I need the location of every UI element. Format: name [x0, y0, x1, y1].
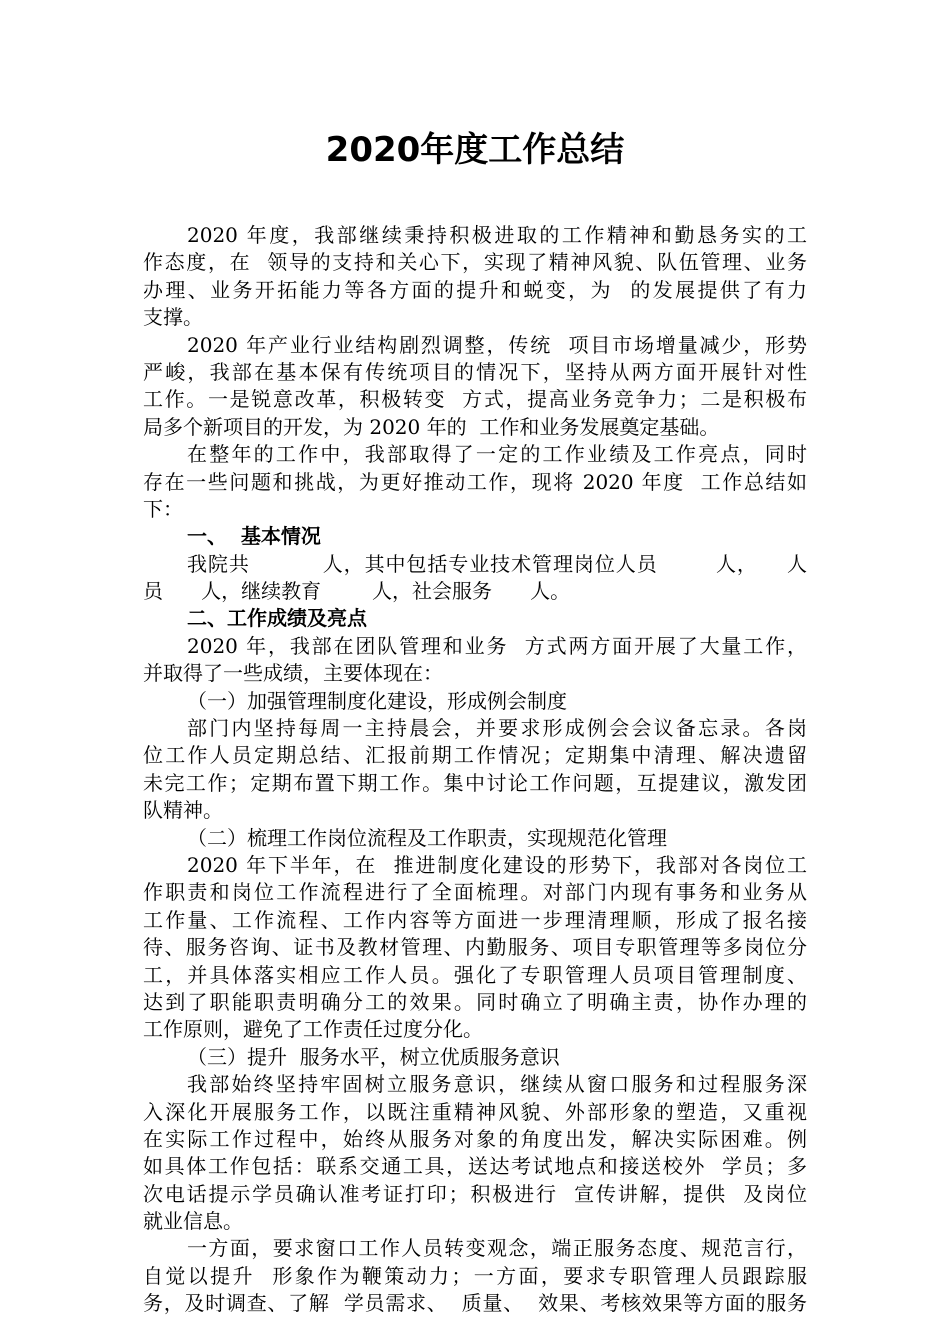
- body-text-line: 部门内坚持每周一主持晨会，并要求形成例会会议备忘录。各岗: [187, 716, 807, 741]
- body-text-line: 在整年的工作中，我部取得了一定的工作业绩及工作亮点，同时: [187, 442, 807, 467]
- body-text-line: 务，及时调查、了解 学员需求、 质量、 效果、考核效果等方面的服务: [143, 1291, 807, 1316]
- document-title: 2020年度工作总结: [325, 130, 625, 170]
- body-text-line: 作态度，在 领导的支持和关心下，实现了精神风貌、队伍管理、业务: [143, 250, 807, 275]
- body-text-line: 我院共 人，其中包括专业技术管理岗位人员 人， 人: [187, 551, 807, 576]
- body-text-line: 一方面，要求窗口工作人员转变观念，端正服务态度、规范言行，: [187, 1236, 807, 1261]
- body-text-line: 作职责和岗位工作流程进行了全面梳理。对部门内现有事务和业务从: [143, 880, 807, 905]
- body-text-line: 达到了职能职责明确分工的效果。同时确立了明确主责，协作办理的: [143, 989, 807, 1014]
- subsection-heading: （二）梳理工作岗位流程及工作职责，实现规范化管理: [187, 825, 667, 850]
- body-text-line: 在实际工作过程中，始终从服务对象的角度出发，解决实际困难。例: [143, 1126, 807, 1151]
- body-text-line: 就业信息。: [143, 1209, 243, 1234]
- section-heading: 二、工作成绩及亮点: [187, 606, 367, 631]
- body-text-line: 严峻，我部在基本保有传统项目的情况下，坚持从两方面开展针对性: [143, 359, 807, 384]
- body-text-line: 2020 年产业行业结构剧烈调整，传统 项目市场增量减少，形势: [187, 332, 807, 357]
- body-text-line: 未完工作；定期布置下期工作。集中讨论工作问题，互提建议，激发团: [143, 770, 807, 795]
- body-text-line: 自觉以提升 形象作为鞭策动力；一方面，要求专职管理人员跟踪服: [143, 1263, 807, 1288]
- body-text-line: 工作原则，避免了工作责任过度分化。: [143, 1017, 483, 1042]
- body-text-line: 2020 年下半年，在 推进制度化建设的形势下，我部对各岗位工: [187, 852, 807, 877]
- subsection-heading: （三）提升 服务水平，树立优质服务意识: [187, 1044, 560, 1069]
- body-text-line: 次电话提示学员确认准考证打印；积极进行 宣传讲解，提供 及岗位: [143, 1181, 807, 1206]
- body-text-line: 支撑。: [143, 305, 203, 330]
- body-text-line: 位工作人员定期总结、汇报前期工作情况；定期集中清理、解决遗留: [143, 743, 807, 768]
- body-text-line: 并取得了一些成绩，主要体现在：: [143, 661, 443, 686]
- body-text-line: 我部始终坚持牢固树立服务意识，继续从窗口服务和过程服务深: [187, 1072, 807, 1097]
- document-body: [143, 222, 807, 1318]
- body-text-line: 2020 年度，我部继续秉持积极进取的工作精神和勤恳务实的工: [187, 223, 807, 247]
- body-text-line: 下：: [143, 496, 183, 521]
- body-text-line: 队精神。: [143, 798, 223, 823]
- body-text-line: 待、服务咨询、证书及教材管理、内勤服务、项目专职管理等多岗位分: [143, 935, 807, 960]
- body-text-line: 工作量、工作流程、工作内容等方面进一步理清理顺，形成了报名接: [143, 907, 807, 932]
- body-text-line: 工作。一是锐意改革，积极转变 方式，提高业务竞争力；二是积极布: [143, 387, 807, 412]
- body-text-line: 员 人，继续教育 人，社会服务 人。: [143, 579, 571, 604]
- body-text-line: 入深化开展服务工作，以既注重精神风貌、外部形象的塑造，又重视: [143, 1099, 807, 1124]
- body-text-line: 2020 年，我部在团队管理和业务 方式两方面开展了大量工作，: [187, 633, 807, 658]
- body-text-line: 存在一些问题和挑战，为更好推动工作，现将 2020 年度 工作总结如: [143, 469, 807, 494]
- body-text-line: 办理、业务开拓能力等各方面的提升和蜕变，为 的发展提供了有力: [143, 277, 807, 302]
- section-heading: 一、 基本情况: [187, 524, 321, 549]
- body-text-line: 局多个新项目的开发，为 2020 年的 工作和业务发展奠定基础。: [143, 414, 720, 439]
- subsection-heading: （一）加强管理制度化建设，形成例会制度: [187, 688, 567, 713]
- body-text-line: 如具体工作包括：联系交通工具，送达考试地点和接送校外 学员；多: [143, 1154, 807, 1179]
- body-text-line: 工，并具体落实相应工作人员。强化了专职管理人员项目管理制度、: [143, 962, 807, 987]
